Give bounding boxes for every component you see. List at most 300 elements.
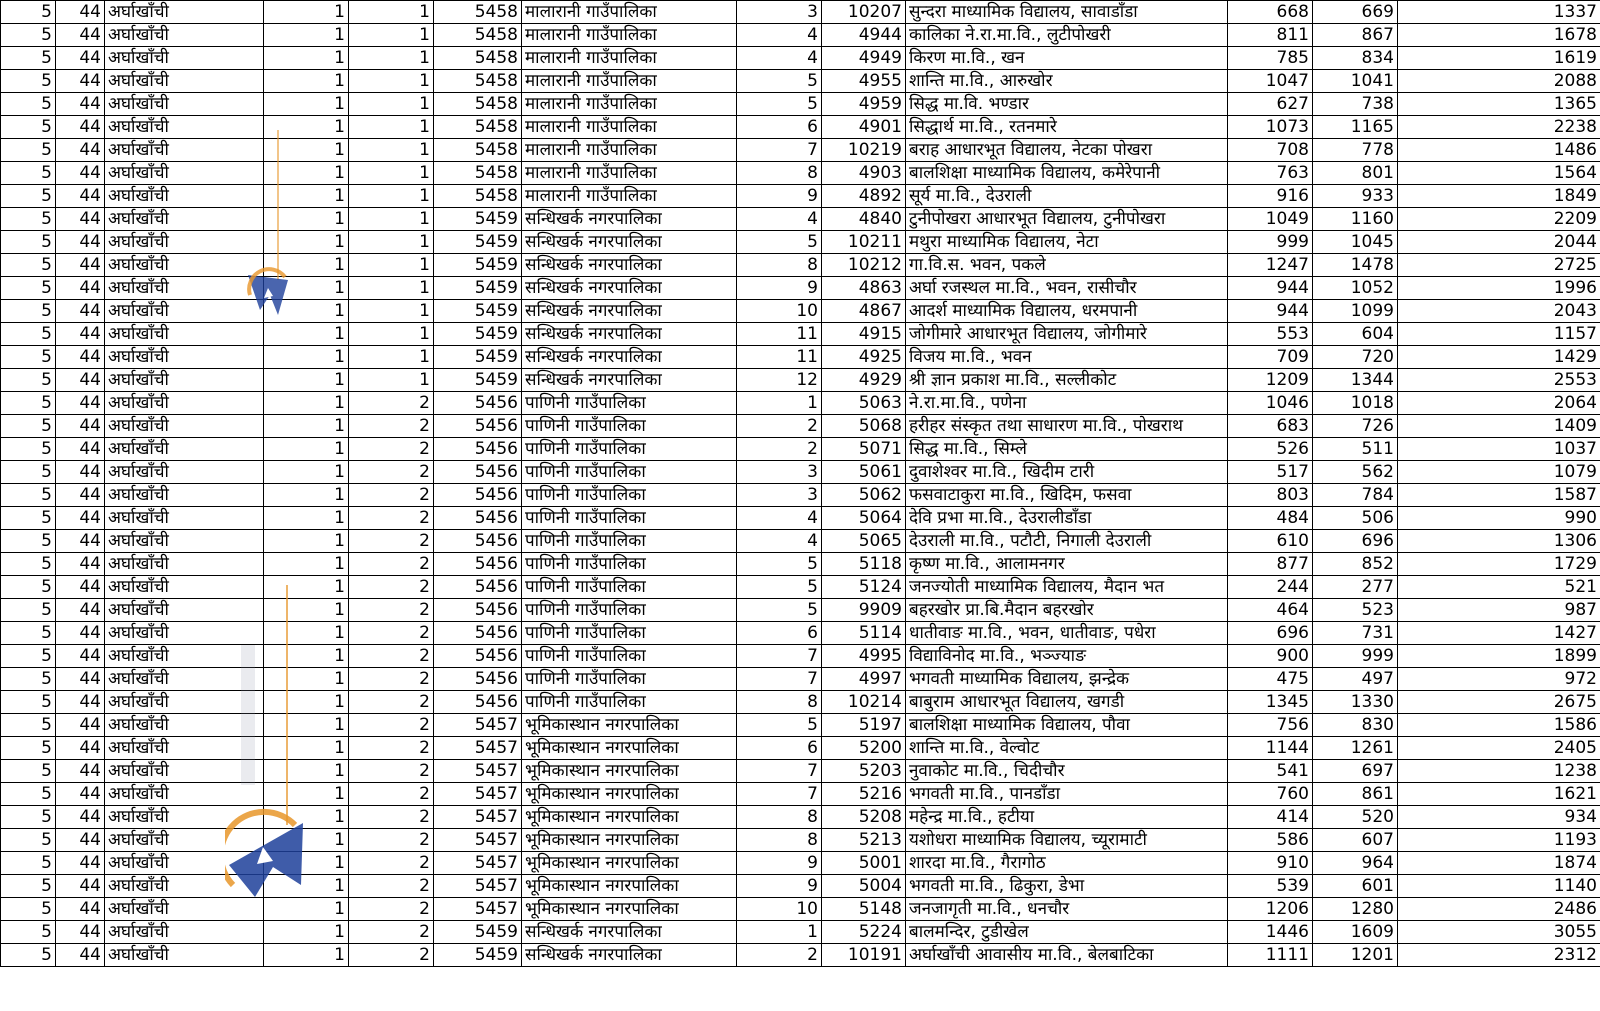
local-level-name-cell: मालारानी गाउँपालिका	[522, 185, 737, 208]
centre-name-cell: भगवती मा.वि., पानडाँडा	[906, 783, 1228, 806]
sub-constituency-cell: 1	[349, 116, 434, 139]
local-level-name-cell: भूमिकास्थान नगरपालिका	[522, 783, 737, 806]
district-name-cell: अर्घाखाँची	[105, 944, 264, 967]
district-code-cell: 44	[56, 852, 105, 875]
centre-name-cell: यशोधरा माध्यामिक विद्यालय, च्यूरामाटी	[906, 829, 1228, 852]
female-voters-cell: 1261	[1313, 737, 1398, 760]
local-level-name-cell: मालारानी गाउँपालिका	[522, 47, 737, 70]
centre-name-cell: भगवती मा.वि., ढिकुरा, डेभा	[906, 875, 1228, 898]
local-level-code-cell: 5459	[434, 944, 522, 967]
local-level-name-cell: भूमिकास्थान नगरपालिका	[522, 852, 737, 875]
table-row	[1, 668, 1600, 691]
district-name-cell: अर्घाखाँची	[105, 714, 264, 737]
district-code-cell: 44	[56, 645, 105, 668]
district-name-cell: अर्घाखाँची	[105, 162, 264, 185]
district-name-cell: अर्घाखाँची	[105, 737, 264, 760]
centre-code-cell: 5118	[822, 553, 906, 576]
local-level-name-cell: सन्धिखर्क नगरपालिका	[522, 369, 737, 392]
local-level-name-cell: पाणिनी गाउँपालिका	[522, 668, 737, 691]
province-cell: 5	[1, 530, 56, 553]
sub-constituency-cell: 1	[349, 24, 434, 47]
male-voters-cell: 811	[1228, 24, 1313, 47]
table-row	[1, 415, 1600, 438]
sub-constituency-cell: 2	[349, 484, 434, 507]
male-voters-cell: 464	[1228, 599, 1313, 622]
centre-code-cell: 5068	[822, 415, 906, 438]
province-cell: 5	[1, 760, 56, 783]
constituency-cell: 1	[264, 576, 349, 599]
centre-code-cell: 5148	[822, 898, 906, 921]
sub-constituency-cell: 1	[349, 254, 434, 277]
constituency-cell: 1	[264, 231, 349, 254]
centre-code-cell: 10191	[822, 944, 906, 967]
centre-name-cell: नुवाकोट मा.वि., चिदीचौर	[906, 760, 1228, 783]
district-name-cell: अर्घाखाँची	[105, 254, 264, 277]
table-row	[1, 70, 1600, 93]
centre-name-cell: मथुरा माध्यामिक विद्यालय, नेटा	[906, 231, 1228, 254]
ward-cell: 5	[737, 231, 822, 254]
district-code-cell: 44	[56, 369, 105, 392]
centre-code-cell: 4867	[822, 300, 906, 323]
local-level-code-cell: 5457	[434, 760, 522, 783]
district-code-cell: 44	[56, 208, 105, 231]
male-voters-cell: 1046	[1228, 392, 1313, 415]
sub-constituency-cell: 2	[349, 875, 434, 898]
ward-cell: 6	[737, 622, 822, 645]
province-cell: 5	[1, 392, 56, 415]
table-row	[1, 277, 1600, 300]
male-voters-cell: 1446	[1228, 921, 1313, 944]
district-name-cell: अर्घाखाँची	[105, 691, 264, 714]
sub-constituency-cell: 1	[349, 47, 434, 70]
province-cell: 5	[1, 898, 56, 921]
centre-code-cell: 5203	[822, 760, 906, 783]
female-voters-cell: 696	[1313, 530, 1398, 553]
constituency-cell: 1	[264, 622, 349, 645]
centre-code-cell: 4944	[822, 24, 906, 47]
district-code-cell: 44	[56, 24, 105, 47]
constituency-cell: 1	[264, 645, 349, 668]
local-level-name-cell: पाणिनी गाउँपालिका	[522, 553, 737, 576]
sub-constituency-cell: 2	[349, 898, 434, 921]
ward-cell: 2	[737, 415, 822, 438]
sub-constituency-cell: 2	[349, 760, 434, 783]
constituency-cell: 1	[264, 254, 349, 277]
female-voters-cell: 523	[1313, 599, 1398, 622]
centre-name-cell: बराह आधारभूत विद्यालय, नेटका पोखरा	[906, 139, 1228, 162]
centre-code-cell: 4925	[822, 346, 906, 369]
sub-constituency-cell: 1	[349, 346, 434, 369]
local-level-code-cell: 5456	[434, 645, 522, 668]
district-code-cell: 44	[56, 875, 105, 898]
district-code-cell: 44	[56, 944, 105, 967]
table-row	[1, 576, 1600, 599]
female-voters-cell: 720	[1313, 346, 1398, 369]
female-voters-cell: 726	[1313, 415, 1398, 438]
total-voters-cell: 1037	[1398, 438, 1600, 461]
district-name-cell: अर्घाखाँची	[105, 852, 264, 875]
table-row	[1, 737, 1600, 760]
local-level-code-cell: 5458	[434, 1, 522, 24]
total-voters-cell: 1140	[1398, 875, 1600, 898]
centre-name-cell: भगवती माध्यामिक विद्यालय, झन्द्रेक	[906, 668, 1228, 691]
male-voters-cell: 244	[1228, 576, 1313, 599]
district-name-cell: अर्घाखाँची	[105, 323, 264, 346]
centre-name-cell: धातीवाङ मा.वि., भवन, धातीवाङ, पधेरा	[906, 622, 1228, 645]
local-level-code-cell: 5459	[434, 300, 522, 323]
local-level-code-cell: 5456	[434, 576, 522, 599]
centre-name-cell: शारदा मा.वि., गैरागोठ	[906, 852, 1228, 875]
ward-cell: 6	[737, 737, 822, 760]
local-level-code-cell: 5459	[434, 921, 522, 944]
total-voters-cell: 1486	[1398, 139, 1600, 162]
local-level-name-cell: पाणिनी गाउँपालिका	[522, 599, 737, 622]
female-voters-cell: 830	[1313, 714, 1398, 737]
female-voters-cell: 1018	[1313, 392, 1398, 415]
centre-name-cell: जनजागृती मा.वि., धनचौर	[906, 898, 1228, 921]
female-voters-cell: 731	[1313, 622, 1398, 645]
district-code-cell: 44	[56, 691, 105, 714]
district-code-cell: 44	[56, 898, 105, 921]
centre-name-cell: अर्घा रजस्थल मा.वि., भवन, रासीचौर	[906, 277, 1228, 300]
district-name-cell: अर्घाखाँची	[105, 47, 264, 70]
constituency-cell: 1	[264, 185, 349, 208]
female-voters-cell: 1045	[1313, 231, 1398, 254]
centre-code-cell: 4903	[822, 162, 906, 185]
local-level-name-cell: सन्धिखर्क नगरपालिका	[522, 323, 737, 346]
female-voters-cell: 852	[1313, 553, 1398, 576]
local-level-name-cell: सन्धिखर्क नगरपालिका	[522, 277, 737, 300]
table-row	[1, 461, 1600, 484]
table-row	[1, 829, 1600, 852]
ward-cell: 11	[737, 323, 822, 346]
table-row	[1, 507, 1600, 530]
local-level-name-cell: पाणिनी गाउँपालिका	[522, 392, 737, 415]
centre-name-cell: सिद्ध मा.वि., सिम्ले	[906, 438, 1228, 461]
ward-cell: 8	[737, 691, 822, 714]
total-voters-cell: 2064	[1398, 392, 1600, 415]
constituency-cell: 1	[264, 783, 349, 806]
province-cell: 5	[1, 737, 56, 760]
centre-code-cell: 5208	[822, 806, 906, 829]
centre-name-cell: बालशिक्षा माध्यामिक विद्यालय, कमेरेपानी	[906, 162, 1228, 185]
centre-code-cell: 5071	[822, 438, 906, 461]
district-code-cell: 44	[56, 829, 105, 852]
province-cell: 5	[1, 139, 56, 162]
centre-name-cell: सूर्य मा.वि., देउराली	[906, 185, 1228, 208]
province-cell: 5	[1, 323, 56, 346]
total-voters-cell: 1365	[1398, 93, 1600, 116]
local-level-name-cell: मालारानी गाउँपालिका	[522, 139, 737, 162]
ward-cell: 8	[737, 829, 822, 852]
district-code-cell: 44	[56, 185, 105, 208]
sub-constituency-cell: 2	[349, 415, 434, 438]
centre-code-cell: 5061	[822, 461, 906, 484]
total-voters-cell: 2312	[1398, 944, 1600, 967]
district-code-cell: 44	[56, 484, 105, 507]
total-voters-cell: 987	[1398, 599, 1600, 622]
district-name-cell: अर्घाखाँची	[105, 599, 264, 622]
district-code-cell: 44	[56, 921, 105, 944]
sub-constituency-cell: 2	[349, 806, 434, 829]
district-name-cell: अर्घाखाँची	[105, 783, 264, 806]
total-voters-cell: 2553	[1398, 369, 1600, 392]
local-level-code-cell: 5456	[434, 484, 522, 507]
total-voters-cell: 1899	[1398, 645, 1600, 668]
ward-cell: 9	[737, 852, 822, 875]
centre-code-cell: 4995	[822, 645, 906, 668]
ward-cell: 10	[737, 898, 822, 921]
province-cell: 5	[1, 852, 56, 875]
male-voters-cell: 1047	[1228, 70, 1313, 93]
table-row	[1, 323, 1600, 346]
constituency-cell: 1	[264, 47, 349, 70]
province-cell: 5	[1, 668, 56, 691]
centre-name-cell: बहरखोर प्रा.बि.मैदान बहरखोर	[906, 599, 1228, 622]
total-voters-cell: 972	[1398, 668, 1600, 691]
province-cell: 5	[1, 415, 56, 438]
centre-code-cell: 10214	[822, 691, 906, 714]
sub-constituency-cell: 2	[349, 852, 434, 875]
district-name-cell: अर्घाखाँची	[105, 231, 264, 254]
constituency-cell: 1	[264, 323, 349, 346]
male-voters-cell: 553	[1228, 323, 1313, 346]
centre-name-cell: हरीहर संस्कृत तथा साधारण मा.वि., पोखराथ	[906, 415, 1228, 438]
male-voters-cell: 916	[1228, 185, 1313, 208]
ward-cell: 1	[737, 921, 822, 944]
centre-code-cell: 4863	[822, 277, 906, 300]
local-level-code-cell: 5459	[434, 323, 522, 346]
table-row	[1, 185, 1600, 208]
sub-constituency-cell: 2	[349, 829, 434, 852]
province-cell: 5	[1, 300, 56, 323]
province-cell: 5	[1, 185, 56, 208]
local-level-code-cell: 5459	[434, 231, 522, 254]
male-voters-cell: 910	[1228, 852, 1313, 875]
district-name-cell: अर्घाखाँची	[105, 760, 264, 783]
province-cell: 5	[1, 162, 56, 185]
centre-code-cell: 5114	[822, 622, 906, 645]
male-voters-cell: 1247	[1228, 254, 1313, 277]
centre-name-cell: आदर्श माध्यामिक विद्यालय, धरमपानी	[906, 300, 1228, 323]
female-voters-cell: 1344	[1313, 369, 1398, 392]
centre-code-cell: 5224	[822, 921, 906, 944]
province-cell: 5	[1, 691, 56, 714]
local-level-name-cell: सन्धिखर्क नगरपालिका	[522, 254, 737, 277]
constituency-cell: 1	[264, 392, 349, 415]
province-cell: 5	[1, 70, 56, 93]
province-cell: 5	[1, 553, 56, 576]
district-name-cell: अर्घाखाँची	[105, 24, 264, 47]
male-voters-cell: 484	[1228, 507, 1313, 530]
local-level-name-cell: मालारानी गाउँपालिका	[522, 24, 737, 47]
total-voters-cell: 521	[1398, 576, 1600, 599]
district-name-cell: अर्घाखाँची	[105, 898, 264, 921]
male-voters-cell: 763	[1228, 162, 1313, 185]
district-code-cell: 44	[56, 93, 105, 116]
female-voters-cell: 669	[1313, 1, 1398, 24]
province-cell: 5	[1, 47, 56, 70]
centre-name-cell: अर्घाखाँची आवासीय मा.वि., बेलबाटिका	[906, 944, 1228, 967]
constituency-cell: 1	[264, 760, 349, 783]
male-voters-cell: 414	[1228, 806, 1313, 829]
district-code-cell: 44	[56, 553, 105, 576]
constituency-cell: 1	[264, 24, 349, 47]
province-cell: 5	[1, 24, 56, 47]
sub-constituency-cell: 1	[349, 1, 434, 24]
ward-cell: 10	[737, 300, 822, 323]
male-voters-cell: 708	[1228, 139, 1313, 162]
centre-name-cell: जोगीमारे आधारभूत विद्यालय, जोगीमारे	[906, 323, 1228, 346]
female-voters-cell: 601	[1313, 875, 1398, 898]
total-voters-cell: 1587	[1398, 484, 1600, 507]
local-level-code-cell: 5457	[434, 737, 522, 760]
local-level-code-cell: 5456	[434, 530, 522, 553]
total-voters-cell: 2486	[1398, 898, 1600, 921]
sub-constituency-cell: 2	[349, 576, 434, 599]
centre-code-cell: 9909	[822, 599, 906, 622]
total-voters-cell: 2209	[1398, 208, 1600, 231]
province-cell: 5	[1, 277, 56, 300]
province-cell: 5	[1, 875, 56, 898]
table-row	[1, 760, 1600, 783]
constituency-cell: 1	[264, 806, 349, 829]
ward-cell: 3	[737, 461, 822, 484]
female-voters-cell: 834	[1313, 47, 1398, 70]
total-voters-cell: 934	[1398, 806, 1600, 829]
district-name-cell: अर्घाखाँची	[105, 622, 264, 645]
constituency-cell: 1	[264, 484, 349, 507]
local-level-code-cell: 5456	[434, 553, 522, 576]
centre-name-cell: देवि प्रभा मा.वि., देउरालीडाँडा	[906, 507, 1228, 530]
sub-constituency-cell: 1	[349, 162, 434, 185]
sub-constituency-cell: 2	[349, 530, 434, 553]
district-name-cell: अर्घाखाँची	[105, 553, 264, 576]
district-name-cell: अर्घाखाँची	[105, 645, 264, 668]
table-row	[1, 254, 1600, 277]
table-row	[1, 898, 1600, 921]
table-row	[1, 208, 1600, 231]
table-row	[1, 806, 1600, 829]
constituency-cell: 1	[264, 691, 349, 714]
sub-constituency-cell: 2	[349, 714, 434, 737]
male-voters-cell: 610	[1228, 530, 1313, 553]
local-level-name-cell: पाणिनी गाउँपालिका	[522, 415, 737, 438]
female-voters-cell: 1052	[1313, 277, 1398, 300]
ward-cell: 6	[737, 116, 822, 139]
sub-constituency-cell: 2	[349, 944, 434, 967]
centre-name-cell: बाबुराम आधारभूत विद्यालय, खगडी	[906, 691, 1228, 714]
total-voters-cell: 1849	[1398, 185, 1600, 208]
table-row	[1, 852, 1600, 875]
district-name-cell: अर्घाखाँची	[105, 438, 264, 461]
district-code-cell: 44	[56, 438, 105, 461]
district-code-cell: 44	[56, 392, 105, 415]
constituency-cell: 1	[264, 116, 349, 139]
table-row	[1, 599, 1600, 622]
total-voters-cell: 990	[1398, 507, 1600, 530]
male-voters-cell: 877	[1228, 553, 1313, 576]
district-code-cell: 44	[56, 783, 105, 806]
table-row	[1, 622, 1600, 645]
table-row	[1, 47, 1600, 70]
sub-constituency-cell: 2	[349, 921, 434, 944]
province-cell: 5	[1, 93, 56, 116]
district-code-cell: 44	[56, 714, 105, 737]
local-level-code-cell: 5456	[434, 392, 522, 415]
district-name-cell: अर्घाखाँची	[105, 415, 264, 438]
constituency-cell: 1	[264, 415, 349, 438]
constituency-cell: 1	[264, 599, 349, 622]
sub-constituency-cell: 2	[349, 461, 434, 484]
local-level-name-cell: भूमिकास्थान नगरपालिका	[522, 829, 737, 852]
centre-name-cell: देउराली मा.वि., पटौटी, निगाली देउराली	[906, 530, 1228, 553]
sub-constituency-cell: 1	[349, 139, 434, 162]
centre-name-cell: शान्ति मा.वि., आरुखोर	[906, 70, 1228, 93]
district-code-cell: 44	[56, 530, 105, 553]
district-code-cell: 44	[56, 760, 105, 783]
district-name-cell: अर्घाखाँची	[105, 576, 264, 599]
ward-cell: 5	[737, 576, 822, 599]
centre-name-cell: विजय मा.वि., भवन	[906, 346, 1228, 369]
ward-cell: 9	[737, 875, 822, 898]
constituency-cell: 1	[264, 553, 349, 576]
centre-code-cell: 4901	[822, 116, 906, 139]
female-voters-cell: 1160	[1313, 208, 1398, 231]
centre-code-cell: 5124	[822, 576, 906, 599]
table-row	[1, 691, 1600, 714]
constituency-cell: 1	[264, 346, 349, 369]
district-code-cell: 44	[56, 1, 105, 24]
total-voters-cell: 2088	[1398, 70, 1600, 93]
sub-constituency-cell: 1	[349, 300, 434, 323]
table-row	[1, 875, 1600, 898]
district-code-cell: 44	[56, 737, 105, 760]
male-voters-cell: 541	[1228, 760, 1313, 783]
local-level-name-cell: पाणिनी गाउँपालिका	[522, 576, 737, 599]
district-code-cell: 44	[56, 300, 105, 323]
female-voters-cell: 867	[1313, 24, 1398, 47]
female-voters-cell: 778	[1313, 139, 1398, 162]
constituency-cell: 1	[264, 461, 349, 484]
male-voters-cell: 627	[1228, 93, 1313, 116]
local-level-code-cell: 5456	[434, 507, 522, 530]
total-voters-cell: 2405	[1398, 737, 1600, 760]
male-voters-cell: 1144	[1228, 737, 1313, 760]
district-name-cell: अर्घाखाँची	[105, 806, 264, 829]
total-voters-cell: 1678	[1398, 24, 1600, 47]
centre-name-cell: किरण मा.वि., खन	[906, 47, 1228, 70]
male-voters-cell: 1345	[1228, 691, 1313, 714]
local-level-name-cell: पाणिनी गाउँपालिका	[522, 645, 737, 668]
ward-cell: 4	[737, 507, 822, 530]
female-voters-cell: 697	[1313, 760, 1398, 783]
female-voters-cell: 607	[1313, 829, 1398, 852]
total-voters-cell: 1079	[1398, 461, 1600, 484]
total-voters-cell: 1621	[1398, 783, 1600, 806]
district-name-cell: अर्घाखाँची	[105, 185, 264, 208]
male-voters-cell: 539	[1228, 875, 1313, 898]
table-row	[1, 484, 1600, 507]
province-cell: 5	[1, 231, 56, 254]
local-level-name-cell: पाणिनी गाउँपालिका	[522, 461, 737, 484]
ward-cell: 7	[737, 668, 822, 691]
sub-constituency-cell: 2	[349, 507, 434, 530]
male-voters-cell: 696	[1228, 622, 1313, 645]
district-code-cell: 44	[56, 47, 105, 70]
local-level-name-cell: मालारानी गाउँपालिका	[522, 1, 737, 24]
local-level-name-cell: पाणिनी गाउँपालिका	[522, 622, 737, 645]
